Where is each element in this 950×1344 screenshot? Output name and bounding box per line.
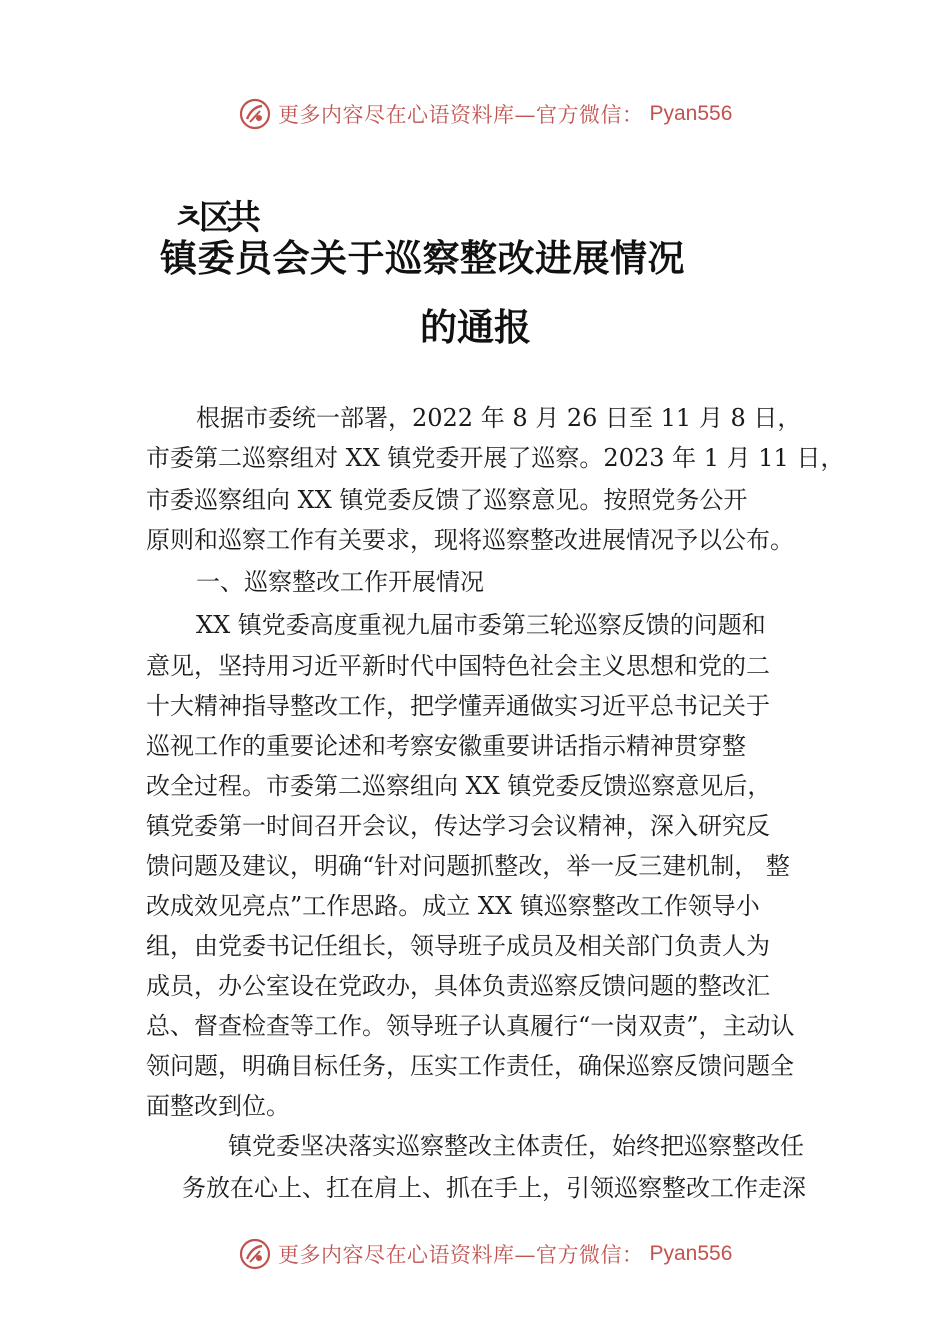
section-heading: 一、巡察整改工作开展情况 [196,568,484,596]
wechat-stamp-icon [238,1237,272,1271]
body-line: 市委巡察组向 XX 镇党委反馈了巡察意见。按照党务公开 [146,486,748,514]
body-line: 镇党委坚决落实巡察整改主体责任，始终把巡察整改任 [228,1132,804,1160]
body-line: XX 镇党委高度重视九届市委第三轮巡察反馈的问题和 [196,611,766,639]
body-line: 馈问题及建议，明确“针对问题抓整改，举一反三建机制， 整 [146,852,790,880]
wechat-stamp-icon [238,97,272,131]
watermark-wechat-id: Pyan556 [649,1242,733,1265]
body-line: 巡视工作的重要论述和考察安徽重要讲话指示精神贯穿整 [146,732,746,760]
body-line: 镇党委第一时间召开会议，传达学习会议精神，深入研究反 [146,812,770,840]
body-line: 组，由党委书记任组长，领导班子成员及相关部门负责人为 [146,932,770,960]
body-line: 总、督查检查等工作。领导班子认真履行“一岗双责”，主动认 [146,1012,795,1040]
body-line: 成员，办公室设在党政办，具体负责巡察反馈问题的整改汇 [146,972,770,1000]
title-prefix-scribble: ㅊ区共 [172,198,255,238]
body-line: 领问题，明确目标任务，压实工作责任，确保巡察反馈问题全 [146,1052,794,1080]
watermark-wechat-id: Pyan556 [649,102,733,125]
body-line: 面整改到位。 [146,1092,290,1120]
body-line: 改成效见亮点”工作思路。成立 XX 镇巡察整改工作领导小 [146,892,760,920]
body-line: 根据市委统一部署，2022 年 8 月 26 日至 11 月 8 日， [196,404,802,432]
body-line: 意见，坚持用习近平新时代中国特色社会主义思想和党的二 [146,652,770,680]
watermark-text: 更多内容尽在心语资料库—官方微信： [278,1243,644,1267]
body-line: 原则和巡察工作有关要求，现将巡察整改进展情况予以公布。 [146,526,794,554]
watermark-text: 更多内容尽在心语资料库—官方微信： [278,103,644,127]
page-title-line1: 镇委员会关于巡察整改进展情况 [160,236,685,280]
body-line: 改全过程。市委第二巡察组向 XX 镇党委反馈巡察意见后， [146,772,772,800]
body-line: 十大精神指导整改工作，把学懂弄通做实习近平总书记关于 [146,692,770,720]
watermark-footer [238,1237,732,1271]
watermark-header [238,97,732,131]
body-line: 务放在心上、扛在肩上、抓在手上，引领巡察整改工作走深 [182,1174,806,1202]
body-line: 市委第二巡察组对 XX 镇党委开展了巡察。2023 年 1 月 11 日， [146,444,845,472]
page-title-line2: 的通报 [420,305,531,349]
